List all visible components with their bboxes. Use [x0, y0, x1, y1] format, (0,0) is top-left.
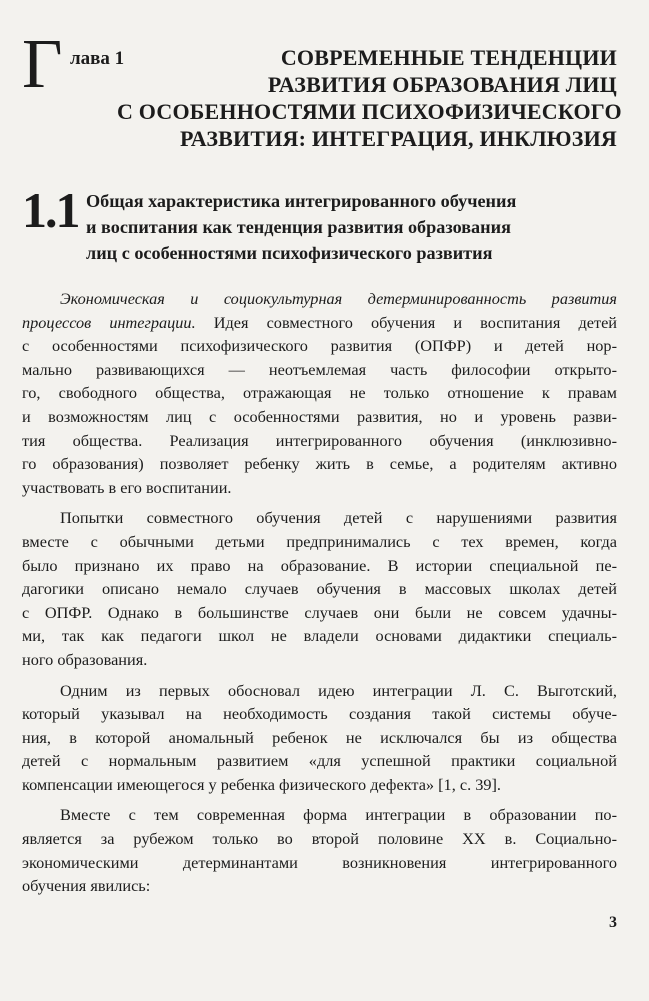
section-title-line: лиц с особенностями психофизического развития	[86, 243, 493, 263]
chapter-title-line: РАЗВИТИЯ: ИНТЕГРАЦИЯ, ИНКЛЮЗИЯ	[179, 126, 617, 151]
section-header	[22, 182, 612, 275]
paragraph-line: детей с нормальным развитием «для успешной практики социальной	[22, 751, 617, 771]
paragraph	[22, 679, 617, 797]
paragraph-line: было признано их право на образование. В истории специальной пе-	[22, 555, 617, 575]
chapter-title	[117, 44, 622, 152]
paragraph	[22, 287, 617, 499]
section-title	[86, 188, 616, 266]
chapter-drop-letter: Г	[22, 26, 63, 103]
paragraph-line: го, свободного общества, отражающая не только отношение к правам	[22, 383, 617, 403]
body-text	[22, 287, 617, 905]
chapter-title-line: СОВРЕМЕННЫЕ ТЕНДЕНЦИИ	[280, 45, 617, 70]
section-title-line: Общая характеристика интегрированного обучения	[86, 191, 517, 211]
paragraph-line: Одним из первых обосновал идею интеграции Л. С. Выготский,	[60, 680, 617, 700]
chapter-title-line: С ОСОБЕННОСТЯМИ ПСИХОФИЗИЧЕСКОГО	[117, 99, 622, 124]
section-title-line: и воспитания как тенденция развития образования	[86, 217, 511, 237]
section-number: 1.1	[22, 182, 79, 238]
paragraph-line: Вместе с тем современная форма интеграции в образовании по-	[60, 805, 617, 825]
paragraph-line: вместе с обычными детьми предпринимались с тех времен, когда	[22, 531, 617, 551]
paragraph-line: является за рубежом только во второй половине XX в. Социально-	[22, 829, 617, 849]
paragraph-line: экономическими детерминантами возникновения интегрированного	[22, 852, 617, 872]
paragraph	[22, 506, 617, 671]
chapter-label: лава 1	[70, 48, 125, 69]
paragraph-line: тия общества. Реализация интегрированного обучения (инклюзивно-	[22, 430, 617, 450]
paragraph-line: ния, в которой аномальный ребенок не исключался бы из общества	[22, 727, 617, 747]
paragraph-line: который указывал на необходимость создания такой системы обуче-	[22, 704, 617, 724]
paragraph-line: ного образования.	[22, 649, 148, 669]
paragraph-line: обучения явились:	[22, 876, 151, 896]
paragraph	[22, 803, 617, 897]
paragraph-line: участвовать в его воспитании.	[22, 477, 232, 497]
paragraph-line	[22, 311, 617, 335]
page-number: 3	[609, 914, 617, 931]
paragraph-line: с особенностями психофизического развития (ОПФР) и детей нор-	[22, 336, 617, 356]
paragraph-line: дагогики описано немало случаев обучения в массовых школах детей	[22, 579, 617, 599]
paragraph-line: го образования) позволяет ребенку жить в семье, а родителям активно	[22, 454, 617, 474]
paragraph-lead-line: Экономическая и социокультурная детерминированность развития	[60, 289, 617, 308]
paragraph-line: Попытки совместного обучения детей с нарушениями развития	[60, 508, 617, 528]
chapter-header	[22, 26, 622, 156]
paragraph-line: и возможностям лиц с особенностями развития, но и уровень разви-	[22, 406, 617, 426]
paragraph-line: компенсации имеющегося у ребенка физического дефекта» [1, с. 39].	[22, 774, 501, 794]
paragraph-lead-rest: процессов интеграции.	[22, 312, 196, 332]
paragraph-line-tail: Идея совместного обучения и воспитания детей	[195, 312, 618, 332]
paragraph-line: мально развивающихся — неотъемлемая часть философии открыто-	[22, 359, 617, 379]
paragraph-line: с ОПФР. Однако в большинстве случаев они были не совсем удачны-	[22, 602, 617, 622]
paragraph-line: ми, так как педагоги школ не владели основами дидактики специаль-	[22, 626, 617, 646]
chapter-title-line: РАЗВИТИЯ ОБРАЗОВАНИЯ ЛИЦ	[267, 72, 617, 97]
